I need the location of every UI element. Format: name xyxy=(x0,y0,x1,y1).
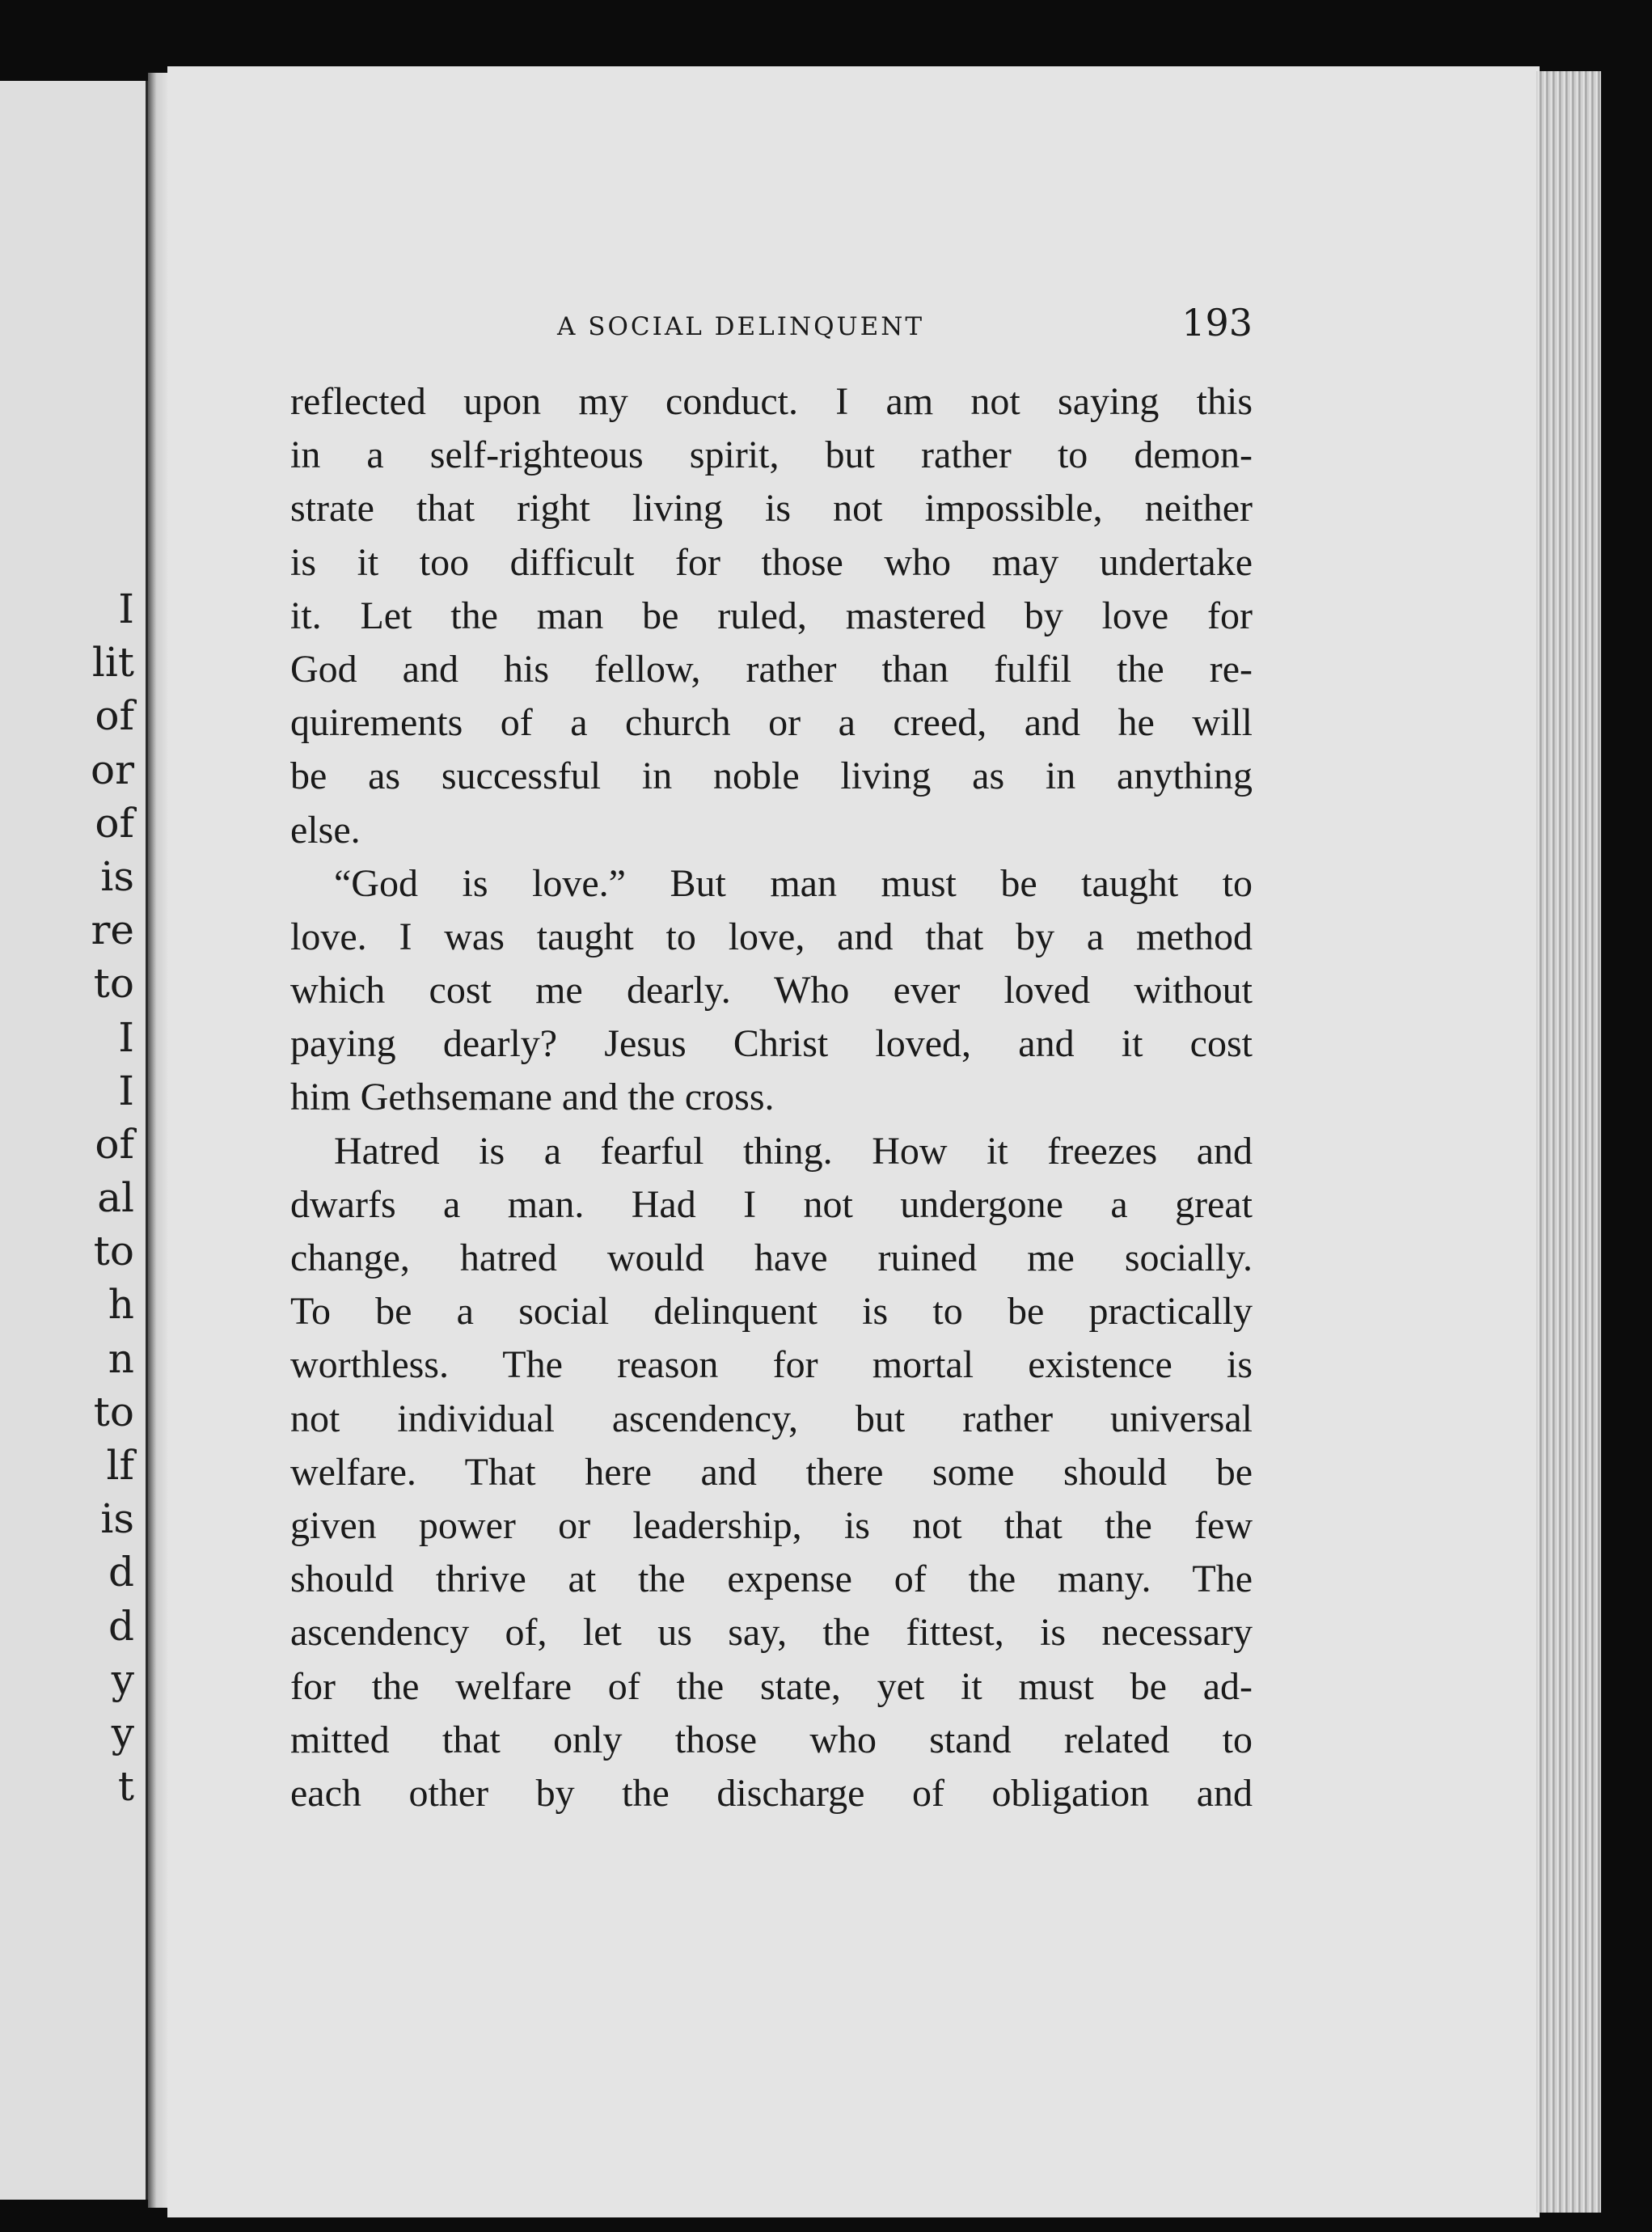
running-head: A SOCIAL DELINQUENT xyxy=(557,312,925,341)
text-line: each other by the discharge of obligation and xyxy=(290,1771,1253,1815)
left-fragment: of xyxy=(95,799,134,847)
text-line: strate that right living is not impossible, neither xyxy=(290,487,1253,531)
body-text xyxy=(290,375,1253,1820)
text-line: is it too difficult for those who may undertake xyxy=(290,540,1253,584)
left-fragment: h xyxy=(108,1281,134,1329)
text-line: which cost me dearly. Who ever loved without xyxy=(290,969,1253,1012)
left-fragment: of xyxy=(95,692,134,740)
text-line: “God is love.” But man must be taught to xyxy=(334,861,1253,905)
left-fragment: to xyxy=(93,960,134,1008)
text-line: To be a social delinquent is to be practically xyxy=(290,1290,1253,1334)
left-fragment: to xyxy=(93,1228,134,1275)
left-fragment: al xyxy=(97,1174,134,1222)
left-fragment: d xyxy=(108,1602,134,1650)
text-line: worthless. The reason for mortal existence is xyxy=(290,1343,1253,1387)
left-fragment: to xyxy=(93,1388,134,1435)
left-page-text-fragments xyxy=(91,582,134,1813)
left-fragment: d xyxy=(108,1549,134,1596)
left-fragment: or xyxy=(90,746,134,793)
text-line: change, hatred would have ruined me socially. xyxy=(290,1236,1253,1279)
left-fragment: n xyxy=(108,1334,134,1382)
text-line: for the welfare of the state, yet it must be ad- xyxy=(290,1664,1253,1708)
text-line: dwarfs a man. Had I not undergone a great xyxy=(290,1182,1253,1226)
text-line: it. Let the man be ruled, mastered by love for xyxy=(290,594,1253,637)
text-line: given power or leadership, is not that the few xyxy=(290,1503,1253,1547)
left-fragment: I xyxy=(118,1013,134,1061)
text-line: welfare. That here and there some should be xyxy=(290,1450,1253,1494)
text-line: Hatred is a fearful thing. How it freezes and xyxy=(334,1129,1253,1173)
text-line: mitted that only those who stand related to xyxy=(290,1718,1253,1761)
text-line: should thrive at the expense of the many. The xyxy=(290,1558,1253,1601)
text-line: love. I was taught to love, and that by a method xyxy=(290,915,1253,958)
left-page-edge xyxy=(0,81,148,2200)
text-line: quirements of a church or a creed, and he will xyxy=(290,701,1253,745)
left-fragment: is xyxy=(100,1495,134,1543)
left-fragment: re xyxy=(91,907,134,954)
left-fragment: y xyxy=(111,1655,134,1703)
text-line: in a self-righteous spirit, but rather to demon- xyxy=(290,433,1253,477)
text-line: God and his fellow, rather than fulfil the re- xyxy=(290,647,1253,691)
left-fragment: lit xyxy=(91,639,134,687)
left-fragment: I xyxy=(118,1067,134,1114)
text-line: ascendency of, let us say, the fittest, is necessary xyxy=(290,1611,1253,1655)
page-edges xyxy=(1536,71,1601,2213)
page-header xyxy=(290,301,1253,349)
text-line: not individual ascendency, but rather universal xyxy=(290,1397,1253,1440)
text-line: else. xyxy=(290,808,361,852)
text-line: reflected upon my conduct. I am not saying this xyxy=(290,380,1253,423)
left-fragment: is xyxy=(100,852,134,900)
text-line: paying dearly? Jesus Christ loved, and it cost xyxy=(290,1022,1253,1066)
text-line: him Gethsemane and the cross. xyxy=(290,1076,775,1119)
book-spine-gutter xyxy=(148,73,169,2208)
left-fragment: t xyxy=(117,1763,134,1811)
left-fragment: y xyxy=(111,1709,134,1756)
left-fragment: lf xyxy=(106,1442,134,1489)
left-fragment: I xyxy=(118,585,134,632)
left-fragment: of xyxy=(95,1120,134,1168)
text-line: be as successful in noble living as in anything xyxy=(290,755,1253,798)
page-number: 193 xyxy=(1181,301,1253,345)
